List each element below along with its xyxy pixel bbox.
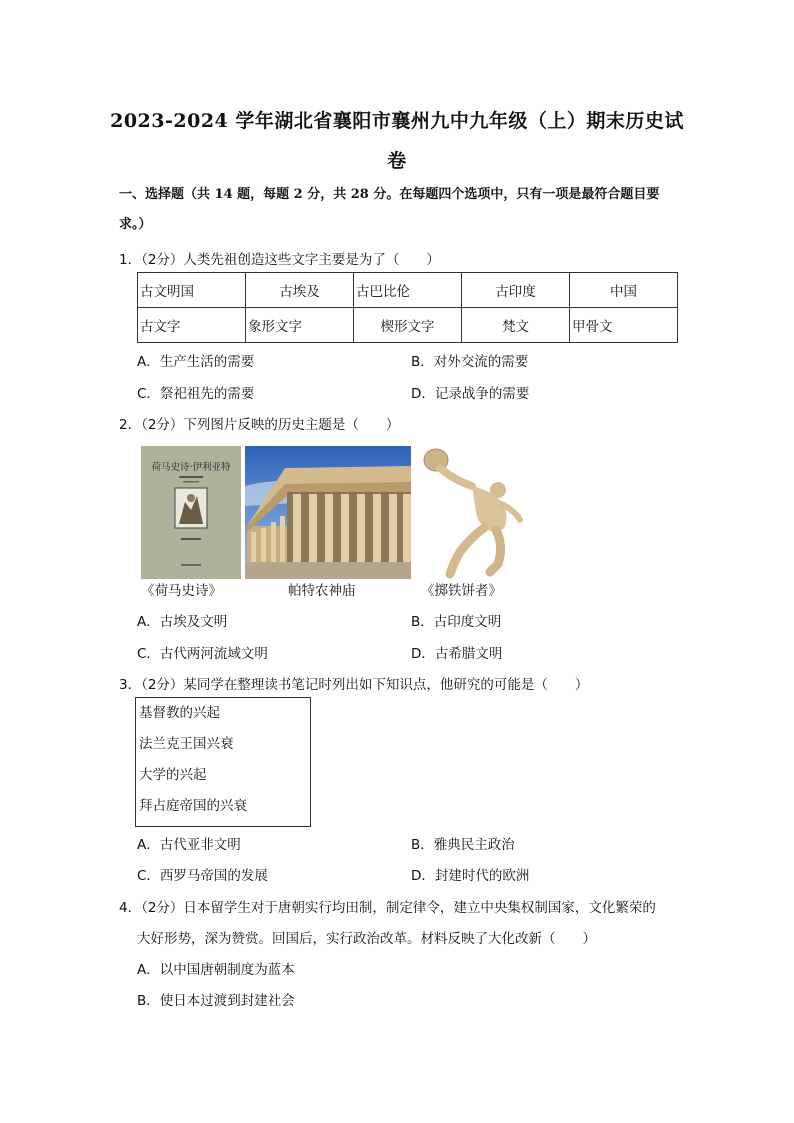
q2-option-c[interactable]: C．古代两河流域文明 xyxy=(137,646,268,662)
list-item: 基督教的兴起 xyxy=(139,705,220,721)
q1-option-a[interactable]: A．生产生活的需要 xyxy=(137,354,255,370)
q2-option-b[interactable]: B．古印度文明 xyxy=(411,614,502,630)
q1-stem: 1．（2分）人类先祖创造这些文字主要是为了（ ） xyxy=(119,252,440,268)
q3-notes-box xyxy=(135,697,311,827)
q4-option-a[interactable]: A．以中国唐朝制度为蓝本 xyxy=(137,962,295,978)
paper-title-line2: 卷 xyxy=(387,150,407,172)
caption-homer: 《荷马史诗》 xyxy=(141,583,222,599)
table-cell: 古埃及 xyxy=(246,273,354,308)
table-cell: 楔形文字 xyxy=(354,308,462,343)
homer-book-image xyxy=(141,446,241,579)
list-item: 法兰克王国兴衰 xyxy=(139,736,234,752)
q4-option-b[interactable]: B．使日本过渡到封建社会 xyxy=(137,993,295,1009)
q3-option-c[interactable]: C．西罗马帝国的发展 xyxy=(137,868,268,884)
q3-option-b[interactable]: B．雅典民主政治 xyxy=(411,837,515,853)
section-heading: 一、选择题（共 14 题，每题 2 分，共 28 分。在每题四个选项中，只有一项是最符合题目要求。） xyxy=(119,187,660,232)
paper-title-line1: 2023-2024 学年湖北省襄阳市襄州九中九年级（上）期末历史试 xyxy=(110,110,684,132)
q1-option-c[interactable]: C．祭祀祖先的需要 xyxy=(137,386,255,402)
q2-option-a[interactable]: A．古埃及文明 xyxy=(137,614,228,630)
q2-stem: 2．（2分）下列图片反映的历史主题是（ ） xyxy=(119,417,400,433)
q1-option-b[interactable]: B．对外交流的需要 xyxy=(411,354,529,370)
q3-stem: 3．（2分）某同学在整理读书笔记时列出如下知识点，他研究的可能是（ ） xyxy=(119,677,589,693)
q4-stem-line1: 4．（2分）日本留学生对于唐朝实行均田制，制定律令，建立中央集权制国家，文化繁荣的 xyxy=(119,900,656,916)
q2-option-d[interactable]: D．古希腊文明 xyxy=(411,646,503,662)
caption-discobolus: 《掷铁饼者》 xyxy=(421,583,502,599)
q3-option-d[interactable]: D．封建时代的欧洲 xyxy=(411,868,530,884)
q4-stem-line2: 大好形势，深为赞赏。回国后，实行政治改革。材料反映了大化改新（ ） xyxy=(137,931,596,947)
table-cell: 甲骨文 xyxy=(570,308,678,343)
q3-option-a[interactable]: A．古代亚非文明 xyxy=(137,837,241,853)
table-cell: 古巴比伦 xyxy=(354,273,462,308)
table-cell: 古文字 xyxy=(138,308,246,343)
table-cell: 古印度 xyxy=(462,273,570,308)
caption-parthenon: 帕特农神庙 xyxy=(288,583,356,599)
table-row xyxy=(138,273,678,308)
table-cell: 古文明国 xyxy=(138,273,246,308)
book-cover-title: 荷马史诗·伊利亚特 xyxy=(151,462,231,473)
q1-table xyxy=(137,272,678,343)
table-cell: 梵文 xyxy=(462,308,570,343)
list-item: 大学的兴起 xyxy=(139,767,207,783)
discobolus-image xyxy=(420,446,526,580)
table-row xyxy=(138,308,678,343)
parthenon-image xyxy=(245,446,411,579)
q1-option-d[interactable]: D．记录战争的需要 xyxy=(411,386,530,402)
table-cell: 中国 xyxy=(570,273,678,308)
table-cell: 象形文字 xyxy=(246,308,354,343)
list-item: 拜占庭帝国的兴衰 xyxy=(139,798,247,814)
